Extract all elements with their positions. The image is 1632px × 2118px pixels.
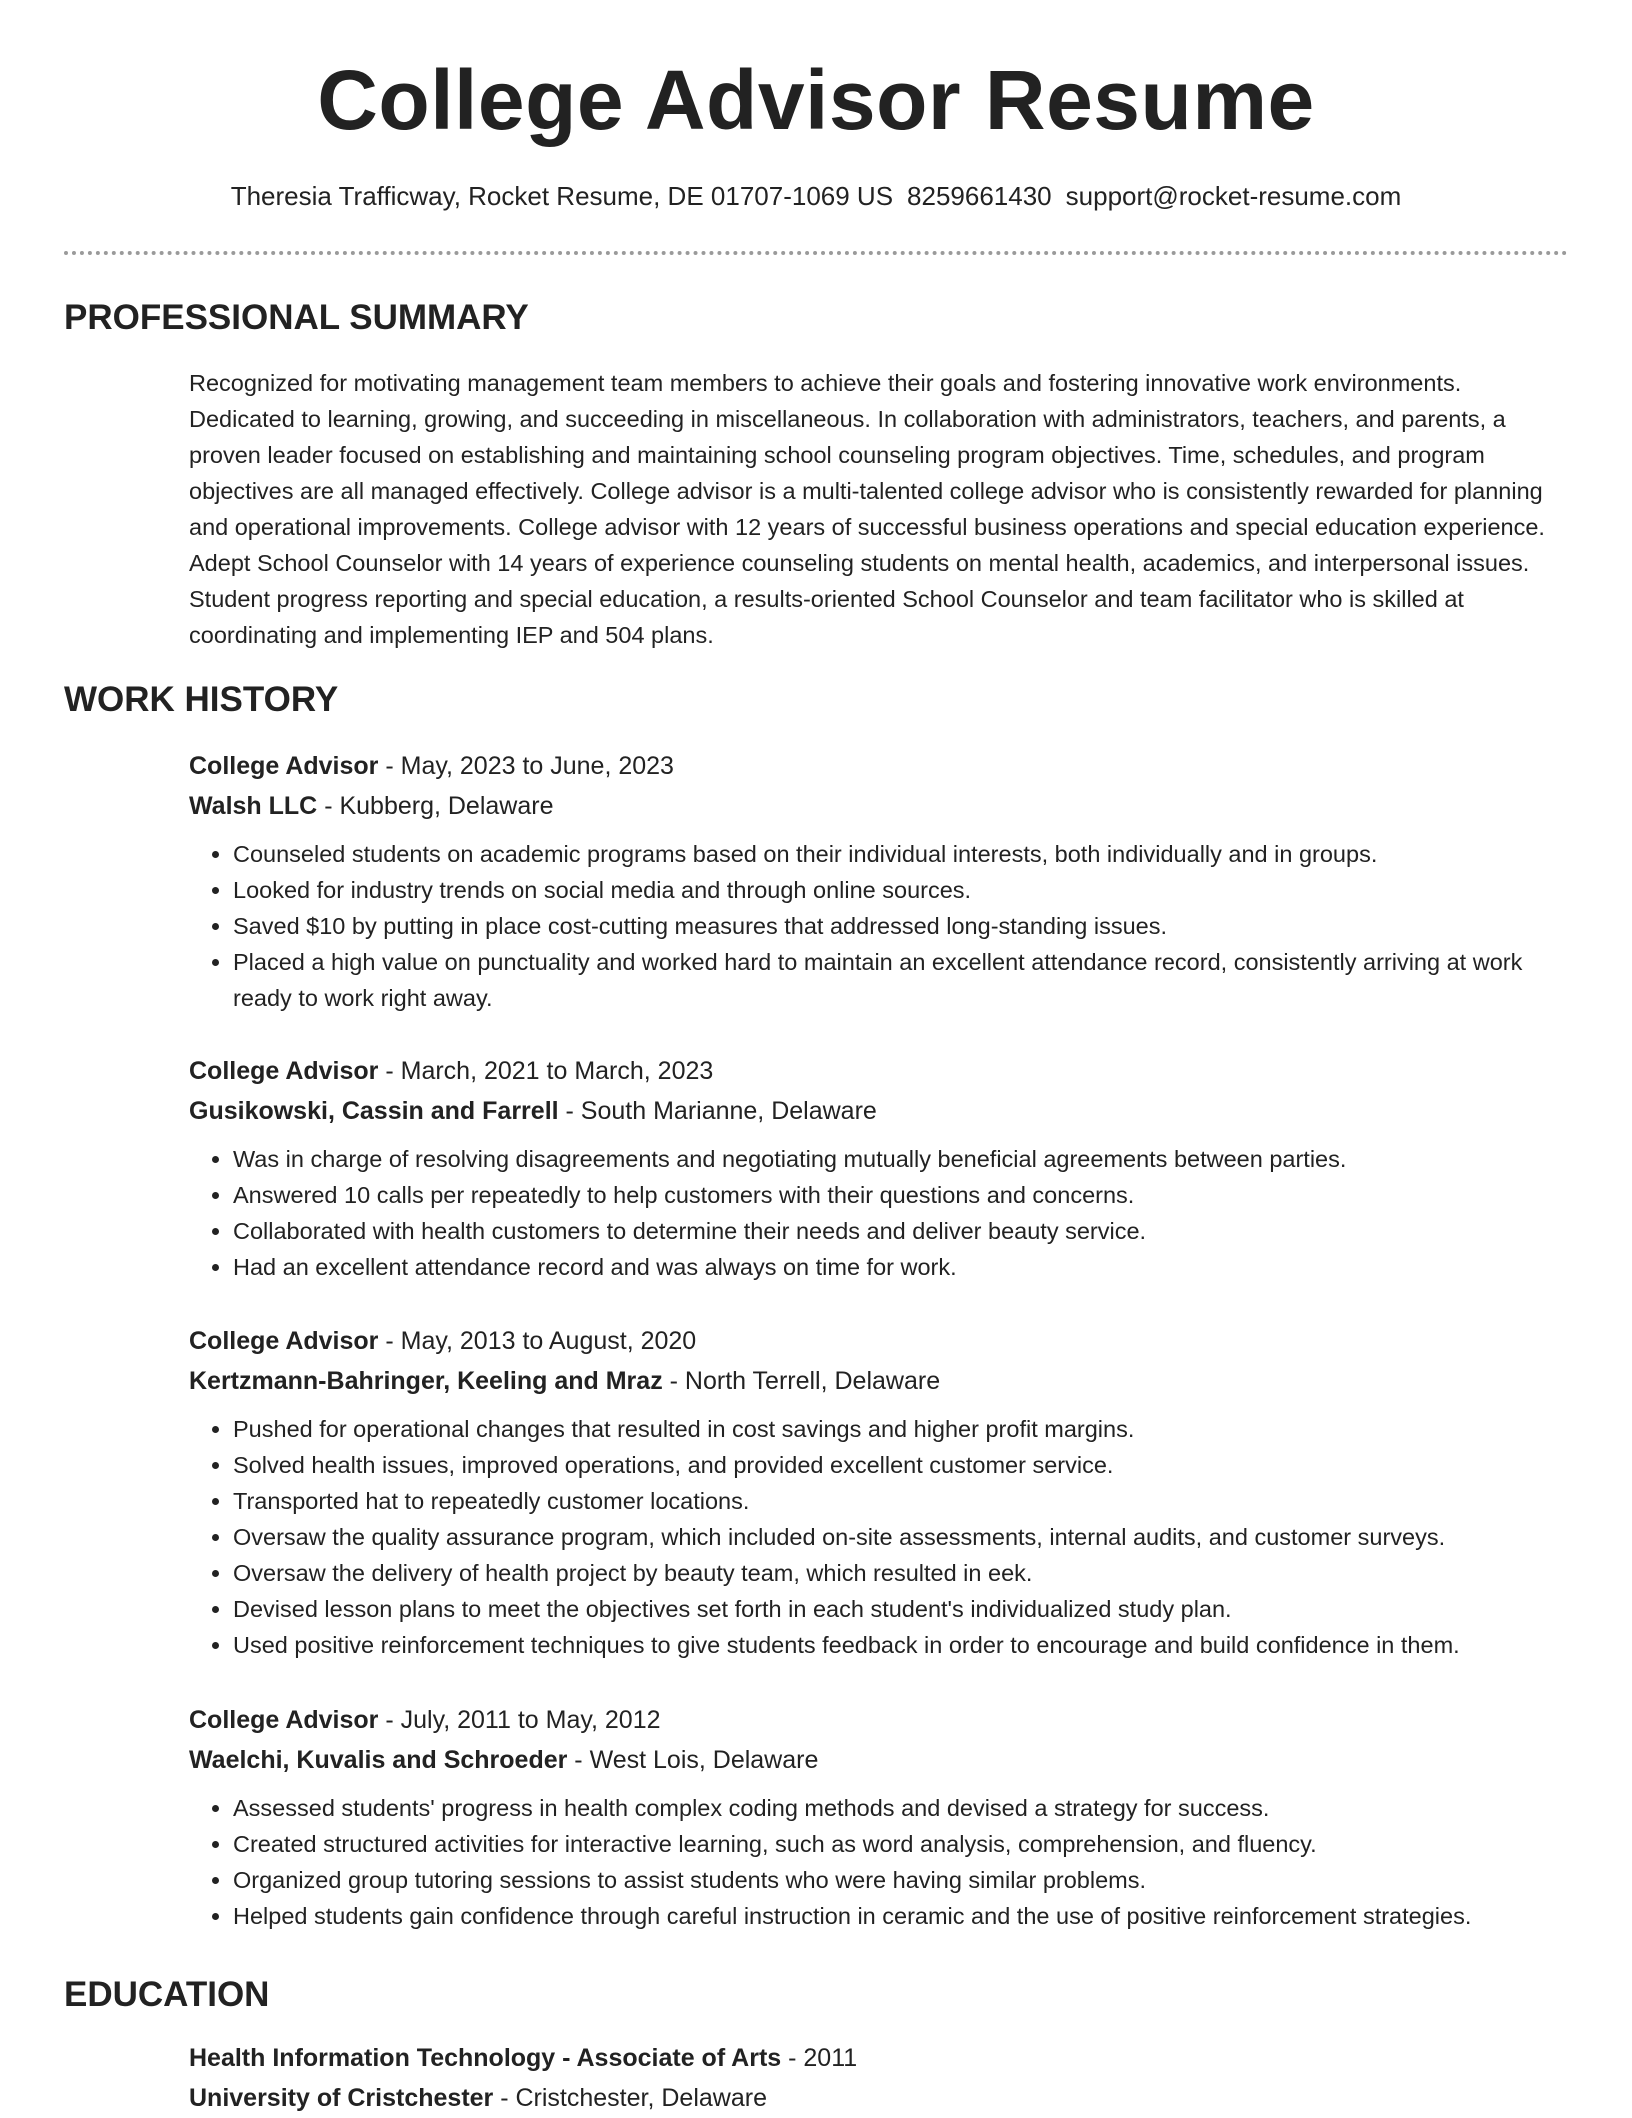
job-company: Walsh LLC <box>189 792 318 820</box>
job-entry <box>189 1700 1569 1934</box>
job-dates: - May, 2023 to June, 2023 <box>378 752 674 780</box>
job-entry <box>189 746 1569 1016</box>
resume-title: College Advisor Resume <box>317 53 1315 147</box>
job-duty: • Collaborated with health customers to determine their needs and deliver beauty service. <box>233 1213 1569 1249</box>
contact-line <box>0 181 1632 212</box>
work-history-heading: WORK HISTORY <box>64 680 339 719</box>
job-duty: • Placed a high value on punctuality and worked hard to maintain an excellent attendance record, consistently arriving at work ready to work right away. <box>233 944 1569 1016</box>
job-location: - North Terrell, Delaware <box>662 1367 941 1395</box>
job-dates: - March, 2021 to March, 2023 <box>378 1057 714 1085</box>
job-duties-list <box>189 1790 1569 1934</box>
job-duty: • Assessed students' progress in health complex coding methods and devised a strategy for success. <box>233 1790 1569 1826</box>
job-duty: • Counseled students on academic programs based on their individual interests, both individually and in groups. <box>233 836 1569 872</box>
contact-phone: 8259661430 <box>907 181 1052 211</box>
job-duties-list <box>189 836 1569 1016</box>
job-location: - West Lois, Delaware <box>567 1746 819 1774</box>
job-title-line <box>189 1700 1569 1740</box>
education-entry <box>189 2038 1569 2118</box>
contact-address: Theresia Trafficway, Rocket Resume, DE 01707-1069 US <box>230 181 894 211</box>
job-entry <box>189 1321 1569 1663</box>
education-school: University of Cristchester <box>189 2084 494 2112</box>
summary-text: Recognized for motivating management team members to achieve their goals and fostering innovative work environments. Dedicated to learning, growing, and succeeding in miscellaneous. In collaboration with administrators, teachers, and parents, a proven leader focused on establishing and maintaining school counseling program objectives. Time, schedules, and program objectives are all managed effectively. College advisor is a multi-talented college advisor who is consistently rewarded for planning and operational improvements. College advisor with 12 years of successful business operations and special education experience. Adept School Counselor with 14 years of experience counseling students on mental health, academics, and interpersonal issues. Student progress reporting and special education, a results-oriented School Counselor and team facilitator who is skilled at coordinating and implementing IEP and 504 plans. <box>189 370 1545 648</box>
education-location: - Cristchester, Delaware <box>493 2084 767 2112</box>
job-title-line <box>189 1051 1569 1091</box>
job-title: College Advisor <box>189 1327 379 1355</box>
job-company-line <box>189 1740 1569 1780</box>
job-company-line <box>189 1091 1569 1131</box>
job-duty: • Created structured activities for interactive learning, such as word analysis, comprehension, and fluency. <box>233 1826 1569 1862</box>
job-company: Waelchi, Kuvalis and Schroeder <box>189 1746 568 1774</box>
job-title-line <box>189 1321 1569 1361</box>
education-degree-line <box>189 2038 1569 2078</box>
job-title: College Advisor <box>189 1706 379 1734</box>
job-title: College Advisor <box>189 752 379 780</box>
job-duty: • Had an excellent attendance record and was always on time for work. <box>233 1249 1569 1285</box>
job-duty: • Was in charge of resolving disagreements and negotiating mutually beneficial agreements between parties. <box>233 1141 1569 1177</box>
job-location: - Kubberg, Delaware <box>317 792 554 820</box>
job-duty: • Used positive reinforcement techniques to give students feedback in order to encourage and build confidence in them. <box>233 1627 1569 1663</box>
job-title-line <box>189 746 1569 786</box>
job-duty: • Devised lesson plans to meet the objectives set forth in each student's individualized study plan. <box>233 1591 1569 1627</box>
job-duty: • Answered 10 calls per repeatedly to help customers with their questions and concerns. <box>233 1177 1569 1213</box>
job-duties-list <box>189 1411 1569 1663</box>
job-duty: • Solved health issues, improved operations, and provided excellent customer service. <box>233 1447 1569 1483</box>
job-company-line <box>189 1361 1569 1401</box>
job-duty: • Helped students gain confidence through careful instruction in ceramic and the use of positive reinforcement strategies. <box>233 1898 1569 1934</box>
job-dates: - July, 2011 to May, 2012 <box>378 1706 661 1734</box>
job-company: Gusikowski, Cassin and Farrell <box>189 1097 559 1125</box>
summary-heading: PROFESSIONAL SUMMARY <box>64 298 529 337</box>
job-company: Kertzmann-Bahringer, Keeling and Mraz <box>189 1367 663 1395</box>
job-duty: • Transported hat to repeatedly customer locations. <box>233 1483 1569 1519</box>
education-degree: Health Information Technology - Associate of Arts <box>189 2044 782 2072</box>
job-company-line <box>189 786 1569 826</box>
contact-email: support@rocket-resume.com <box>1065 181 1402 211</box>
job-duty: • Saved $10 by putting in place cost-cutting measures that addressed long-standing issues. <box>233 908 1569 944</box>
education-heading: EDUCATION <box>64 1975 270 2014</box>
job-duties-list <box>189 1141 1569 1285</box>
job-title: College Advisor <box>189 1057 379 1085</box>
job-duty: • Organized group tutoring sessions to assist students who were having similar problems. <box>233 1862 1569 1898</box>
job-duty: • Oversaw the quality assurance program, which included on-site assessments, internal audits, and customer surveys. <box>233 1519 1569 1555</box>
job-duty: • Oversaw the delivery of health project by beauty team, which resulted in eek. <box>233 1555 1569 1591</box>
job-location: - South Marianne, Delaware <box>558 1097 877 1125</box>
job-duty: • Looked for industry trends on social media and through online sources. <box>233 872 1569 908</box>
header-divider <box>64 251 1568 255</box>
job-dates: - May, 2013 to August, 2020 <box>378 1327 697 1355</box>
job-duty: • Pushed for operational changes that resulted in cost savings and higher profit margins. <box>233 1411 1569 1447</box>
job-entry <box>189 1051 1569 1285</box>
education-year: - 2011 <box>781 2044 858 2072</box>
education-school-line <box>189 2078 1569 2118</box>
